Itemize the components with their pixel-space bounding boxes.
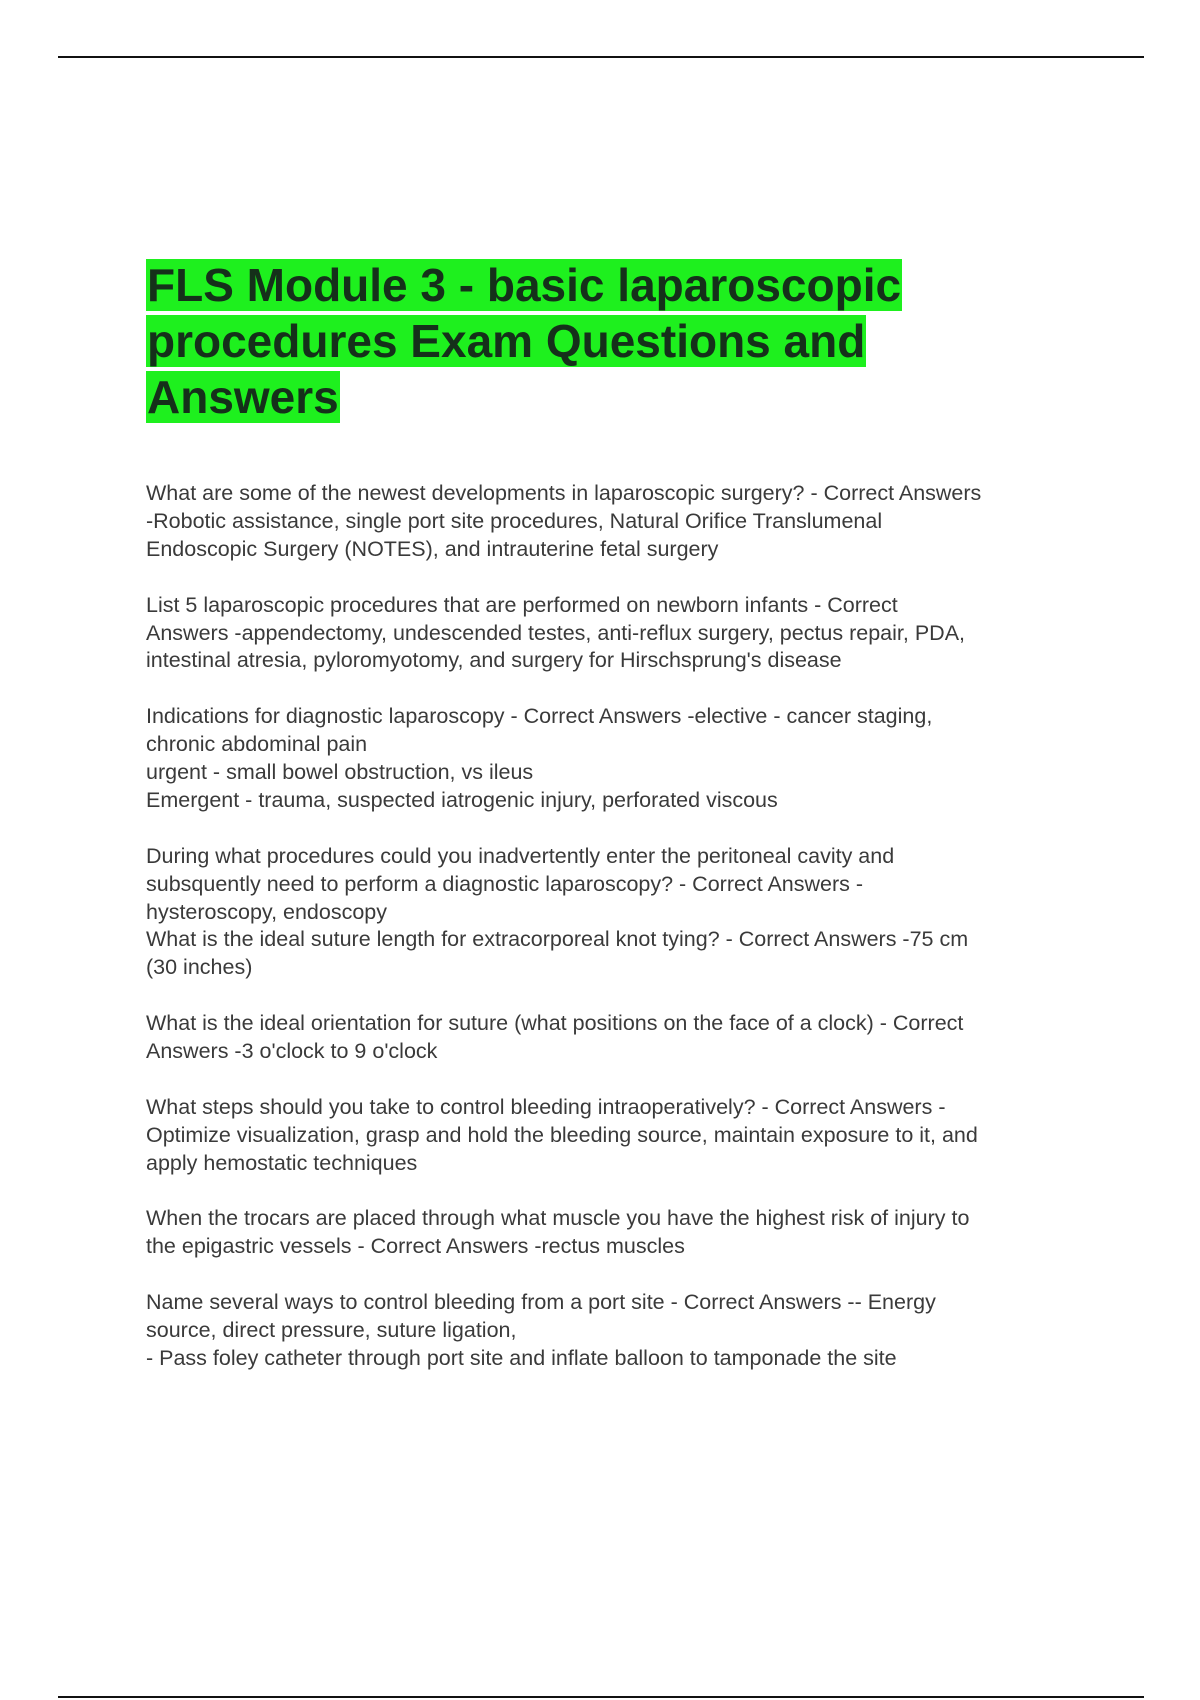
qa-line: What is the ideal suture length for extracorporeal knot tying? - Correct Answers -75 cm [146, 927, 969, 952]
qa-entry [146, 480, 1106, 564]
qa-line: source, direct pressure, suture ligation, [146, 1318, 517, 1343]
qa-line: urgent - small bowel obstruction, vs ileus [146, 760, 534, 785]
title-text: Answers [147, 371, 339, 423]
qa-line: - Pass foley catheter through port site and inflate balloon to tamponade the site [146, 1345, 897, 1370]
qa-line: When the trocars are placed through what muscle you have the highest risk of injury to [146, 1206, 970, 1231]
title-line [146, 369, 1046, 425]
title-line [146, 257, 1046, 313]
qa-line: hysteroscopy, endoscopy [146, 899, 388, 924]
qa-line: Name several ways to control bleeding from a port site - Correct Answers -- Energy [146, 1290, 936, 1315]
qa-entry [146, 1289, 1106, 1373]
qa-line: subsquently need to perform a diagnostic laparoscopy? - Correct Answers - [146, 871, 864, 896]
qa-list [146, 480, 1106, 1401]
title-line [146, 313, 1046, 369]
qa-entry [146, 1094, 1106, 1178]
title-text: procedures Exam Questions and [147, 315, 866, 367]
qa-line: chronic abdominal pain [146, 732, 368, 757]
qa-line: What are some of the newest developments in laparoscopic surgery? - Correct Answers [146, 481, 982, 505]
qa-line: (30 inches) [146, 955, 253, 980]
qa-line: -Robotic assistance, single port site procedures, Natural Orifice Translumenal [146, 508, 883, 533]
document-title [146, 257, 1046, 425]
header-rule [58, 56, 1144, 58]
qa-entry [146, 592, 1106, 676]
qa-line: Answers -3 o'clock to 9 o'clock [146, 1039, 438, 1064]
qa-line: Optimize visualization, grasp and hold the bleeding source, maintain exposure to it, and [146, 1122, 978, 1147]
qa-line: Emergent - trauma, suspected iatrogenic injury, perforated viscous [146, 787, 778, 812]
qa-line: intestinal atresia, pyloromyotomy, and surgery for Hirschsprung's disease [146, 648, 842, 673]
qa-entry [146, 843, 1106, 983]
qa-line: List 5 laparoscopic procedures that are performed on newborn infants - Correct [146, 592, 898, 617]
qa-line: apply hemostatic techniques [146, 1150, 418, 1175]
qa-entry [146, 1205, 1106, 1261]
qa-line: the epigastric vessels - Correct Answers -rectus muscles [146, 1234, 685, 1259]
qa-entry [146, 703, 1106, 815]
title-text: FLS Module 3 - basic laparoscopic [147, 259, 902, 311]
qa-line: Answers -appendectomy, undescended testes, anti-reflux surgery, pectus repair, PDA, [146, 620, 966, 645]
footer-rule [58, 1696, 1144, 1698]
qa-line: What steps should you take to control bleeding intraoperatively? - Correct Answers - [146, 1094, 946, 1119]
qa-line: During what procedures could you inadvertently enter the peritoneal cavity and [146, 843, 895, 868]
qa-entry [146, 1010, 1106, 1066]
qa-line: What is the ideal orientation for suture (what positions on the face of a clock) - Correct [146, 1011, 964, 1036]
qa-line: Endoscopic Surgery (NOTES), and intrauterine fetal surgery [146, 536, 719, 561]
qa-line: Indications for diagnostic laparoscopy - Correct Answers -elective - cancer staging, [146, 704, 933, 729]
